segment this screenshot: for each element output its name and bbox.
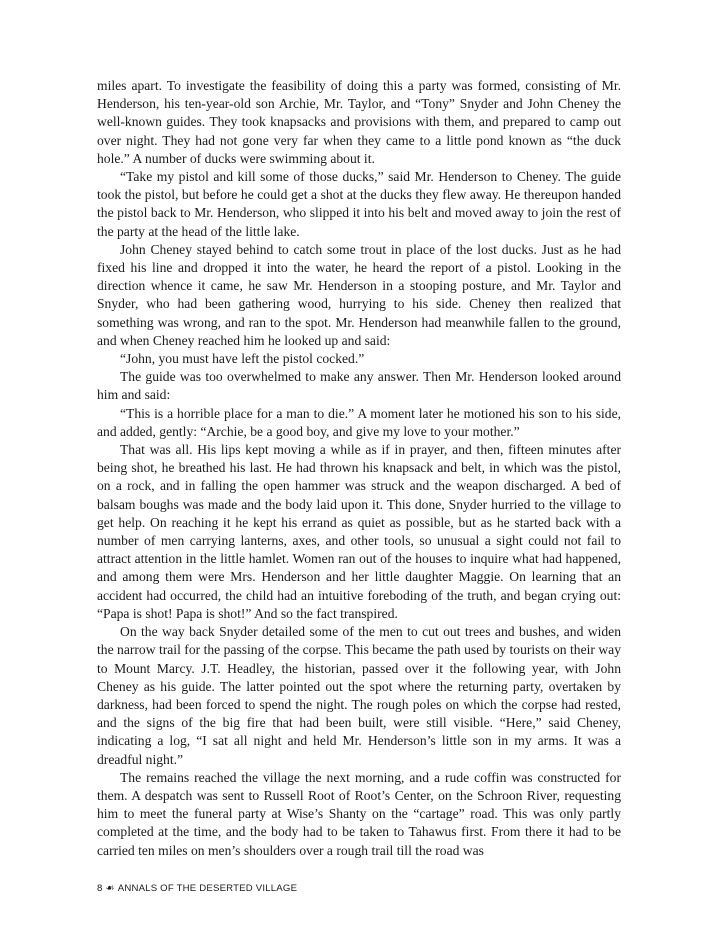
page-number: 8 bbox=[97, 883, 103, 894]
paragraph: That was all. His lips kept moving a while as if in prayer, and then, fifteen minutes after being shot, he breathed his last. He had thrown his knapsack and belt, in which was the pistol, on a rock, and in falling the open hammer was struck and the weapon discharged. A bed of balsam boughs was made and the body laid upon it. This done, Snyder hurried to the village to get help. On reaching it he kept his errand as quiet as possible, but as he started back with a number of men carrying lanterns, axes, and other tools, so unusual a sight could not fail to attract attention in the little hamlet. Women ran out of the houses to inquire what had happened, and among them were Mrs. Henderson and her little daughter Maggie. On learning that an accident had occurred, the child had an intuitive foreboding of the truth, and began crying out: “Papa is shot! Papa is shot!” And so the fact transpired. bbox=[97, 442, 621, 621]
paragraph: “John, you must have left the pistol cocked.” bbox=[120, 351, 365, 367]
paragraph: The guide was too overwhelmed to make any answer. Then Mr. Henderson looked around him and said: bbox=[97, 369, 621, 403]
paragraph: miles apart. To investigate the feasibility of doing this a party was formed, consisting of Mr. Henderson, his ten-year-old son Archie, Mr. Taylor, and “Tony” Snyder and John Cheney the well-known guides. They took knapsacks and provisions with them, and prepared to camp out over night. They had not gone very far when they came to a little pond known as “the duck hole.” A number of ducks were swimming about it. bbox=[97, 78, 621, 166]
paragraph: “Take my pistol and kill some of those ducks,” said Mr. Henderson to Cheney. The guide took the pistol, but before he could get a shot at the ducks they flew away. He thereupon handed the pistol back to Mr. Henderson, who slipped it into his belt and moved away to join the rest of the party at the head of the little lake. bbox=[97, 169, 621, 239]
paragraph: On the way back Snyder detailed some of the men to cut out trees and bushes, and widen the narrow trail for the passing of the corpse. This became the path used by tourists on their way to Mount Marcy. J.T. Headley, the historian, passed over it the following year, with John Cheney as his guide. The latter pointed out the spot where the returning party, overtaken by darkness, had been forced to spend the night. The rough poles on which the corpse had rested, and the signs of the big fire that had been built, were still visible. “Here,” said Cheney, indicating a log, “I sat all night and held Mr. Henderson’s little son in my arms. It was a dreadful night.” bbox=[97, 624, 621, 767]
paragraph: “This is a horrible place for a man to die.” A moment later he motioned his son to his side, and added, gently: “Archie, be a good boy, and give my love to your mother.” bbox=[97, 405, 621, 439]
paragraph: John Cheney stayed behind to catch some trout in place of the lost ducks. Just as he had fixed his line and dropped it into the water, he heard the report of a pistol. Looking in the direction whence it came, he saw Mr. Henderson in a stooping posture, and Mr. Taylor and Snyder, who had been gathering wood, hurrying to his side. Cheney then realized that something was wrong, and ran to the spot. Mr. Henderson had meanwhile fallen to the ground, and when Cheney reached him he looked up and said: bbox=[97, 241, 621, 348]
page-footer bbox=[97, 883, 297, 894]
running-title: ANNALS OF THE DESERTED VILLAGE bbox=[117, 883, 298, 894]
fleuron-ornament-icon: ☙ bbox=[105, 883, 115, 894]
paragraph: The remains reached the village the next morning, and a rude coffin was constructed for them. A despatch was sent to Russell Root of Root’s Center, on the Schroon River, requesting him to meet the funeral party at Wise’s Shanty on the “cartage” road. This was only partly completed at the time, and the body had to be taken to Tahawus first. From there it had to be carried ten miles on men’s shoulders over a rough trail till the road was bbox=[97, 769, 621, 858]
body-text bbox=[97, 77, 621, 860]
